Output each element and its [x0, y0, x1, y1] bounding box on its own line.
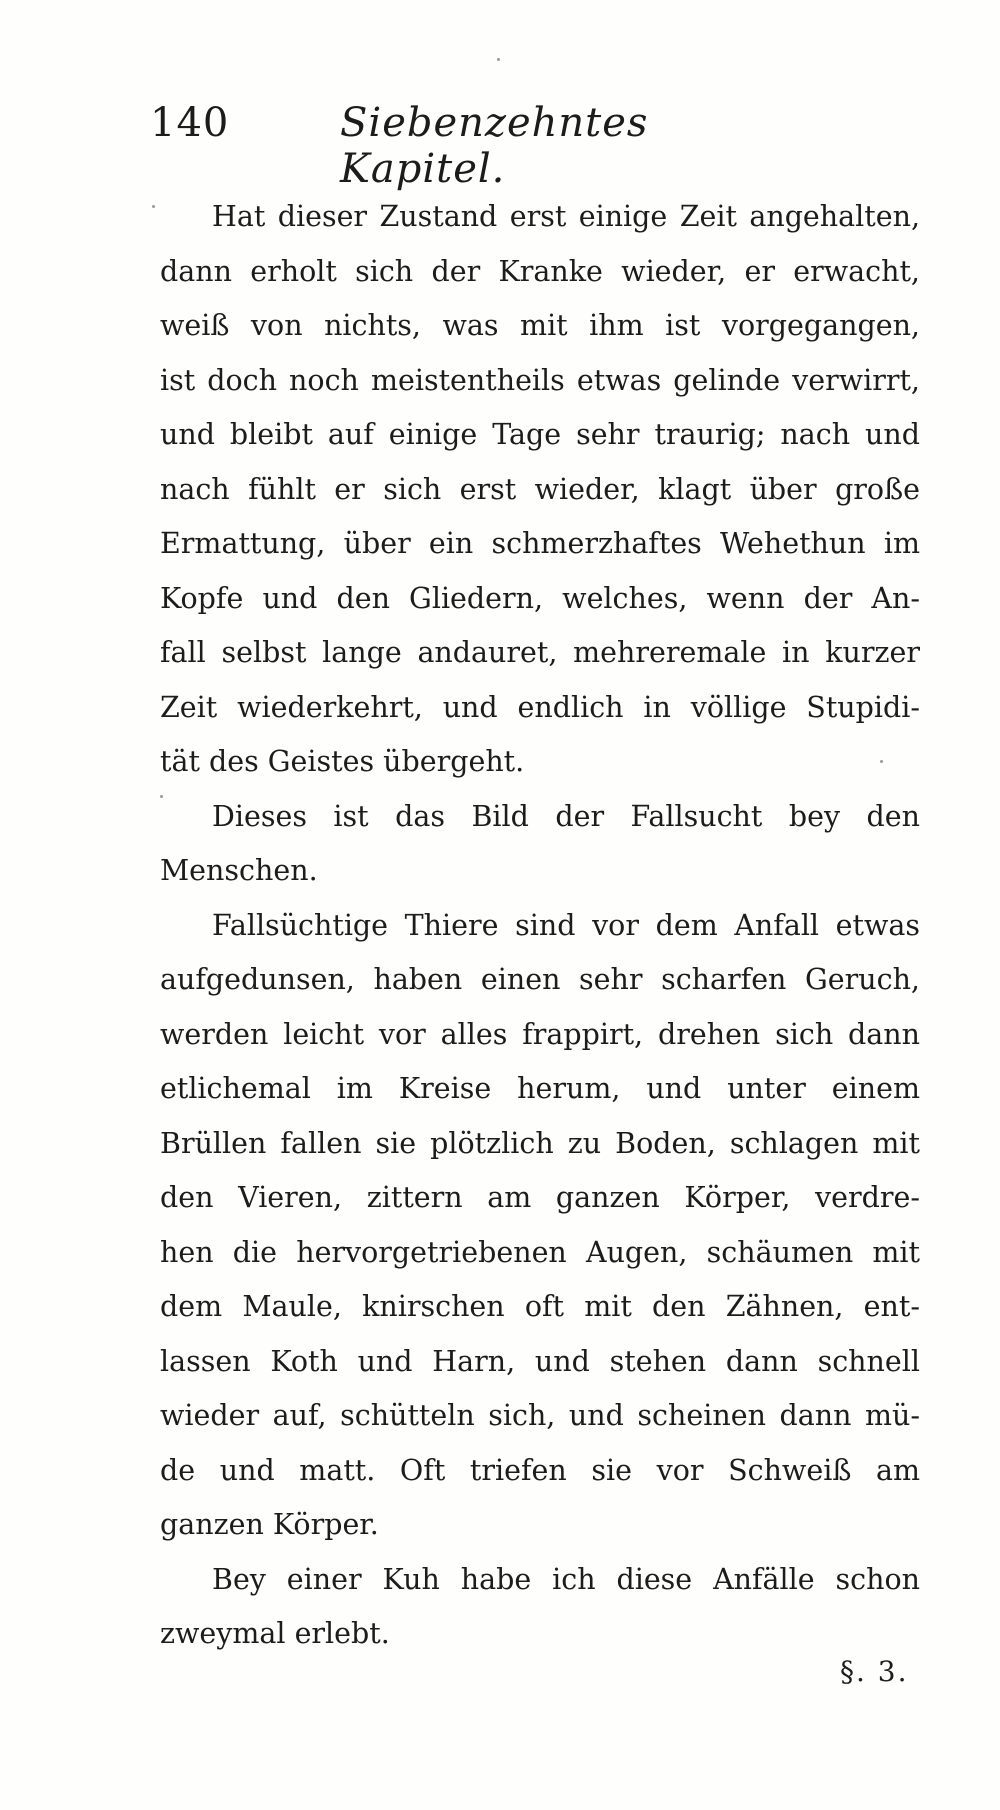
page-body [160, 190, 920, 1662]
text-line: fall selbst lange andauret, mehreremale in kurzer [160, 636, 920, 669]
text-line: werden leicht vor alles frappirt, drehen sich dann [160, 1017, 920, 1051]
paragraph-4 [160, 1553, 920, 1662]
text-line: Ermattung, über ein schmerzhaftes Wehethun im [160, 527, 920, 560]
text-line: den Vieren, zittern am ganzen Körper, verdre- [160, 1181, 920, 1214]
text-line: Menschen. [160, 854, 318, 887]
text-line: Bey einer Kuh habe ich diese Anfälle schon [212, 1562, 920, 1596]
running-head: Siebenzehntes Kapitel. [340, 100, 649, 192]
paper-speck [497, 58, 500, 61]
paper-speck [152, 205, 155, 208]
text-line: zweymal erlebt. [160, 1617, 390, 1650]
page-header [150, 100, 750, 192]
text-line: Zeit wiederkehrt, und endlich in völlige Stupidi- [160, 690, 920, 724]
text-line: Kopfe und den Gliedern, welches, wenn der An- [160, 581, 920, 615]
page-number: 140 [150, 100, 230, 146]
text-line: und bleibt auf einige Tage sehr traurig; nach und [160, 418, 920, 451]
text-line: dann erholt sich der Kranke wieder, er erwacht, [160, 254, 920, 288]
text-line: hen die hervorgetriebenen Augen, schäumen mit [160, 1235, 920, 1269]
paragraph-3 [160, 899, 920, 1553]
text-line: wieder auf, schütteln sich, und scheinen dann mü- [160, 1399, 920, 1432]
text-line: ist doch noch meistentheils etwas gelinde verwirrt, [160, 363, 920, 397]
text-line: Fallsüchtige Thiere sind vor dem Anfall etwas [212, 908, 920, 942]
text-line: etlichemal im Kreise herum, und unter einem [160, 1072, 920, 1105]
paper-speck [160, 795, 163, 798]
text-line: nach fühlt er sich erst wieder, klagt über große [160, 472, 920, 506]
text-line: tät des Geistes übergeht. [160, 745, 525, 778]
text-line: lassen Koth und Harn, und stehen dann schnell [160, 1344, 920, 1378]
text-line: aufgedunsen, haben einen sehr scharfen Geruch, [160, 963, 920, 996]
catchword: §. 3. [840, 1655, 909, 1688]
text-line: de und matt. Oft triefen sie vor Schweiß am [160, 1453, 920, 1487]
paragraph-2 [160, 790, 920, 899]
text-line: Hat dieser Zustand erst einige Zeit angehalten, [212, 200, 920, 233]
text-line: Brüllen fallen sie plötzlich zu Boden, schlagen mit [160, 1126, 920, 1160]
text-line: dem Maule, knirschen oft mit den Zähnen, ent- [160, 1290, 920, 1323]
text-line: weiß von nichts, was mit ihm ist vorgegangen, [160, 309, 920, 342]
text-line: Dieses ist das Bild der Fallsucht bey den [212, 799, 920, 833]
text-line: ganzen Körper. [160, 1508, 379, 1541]
paper-speck [880, 760, 883, 763]
paragraph-1 [160, 190, 920, 790]
